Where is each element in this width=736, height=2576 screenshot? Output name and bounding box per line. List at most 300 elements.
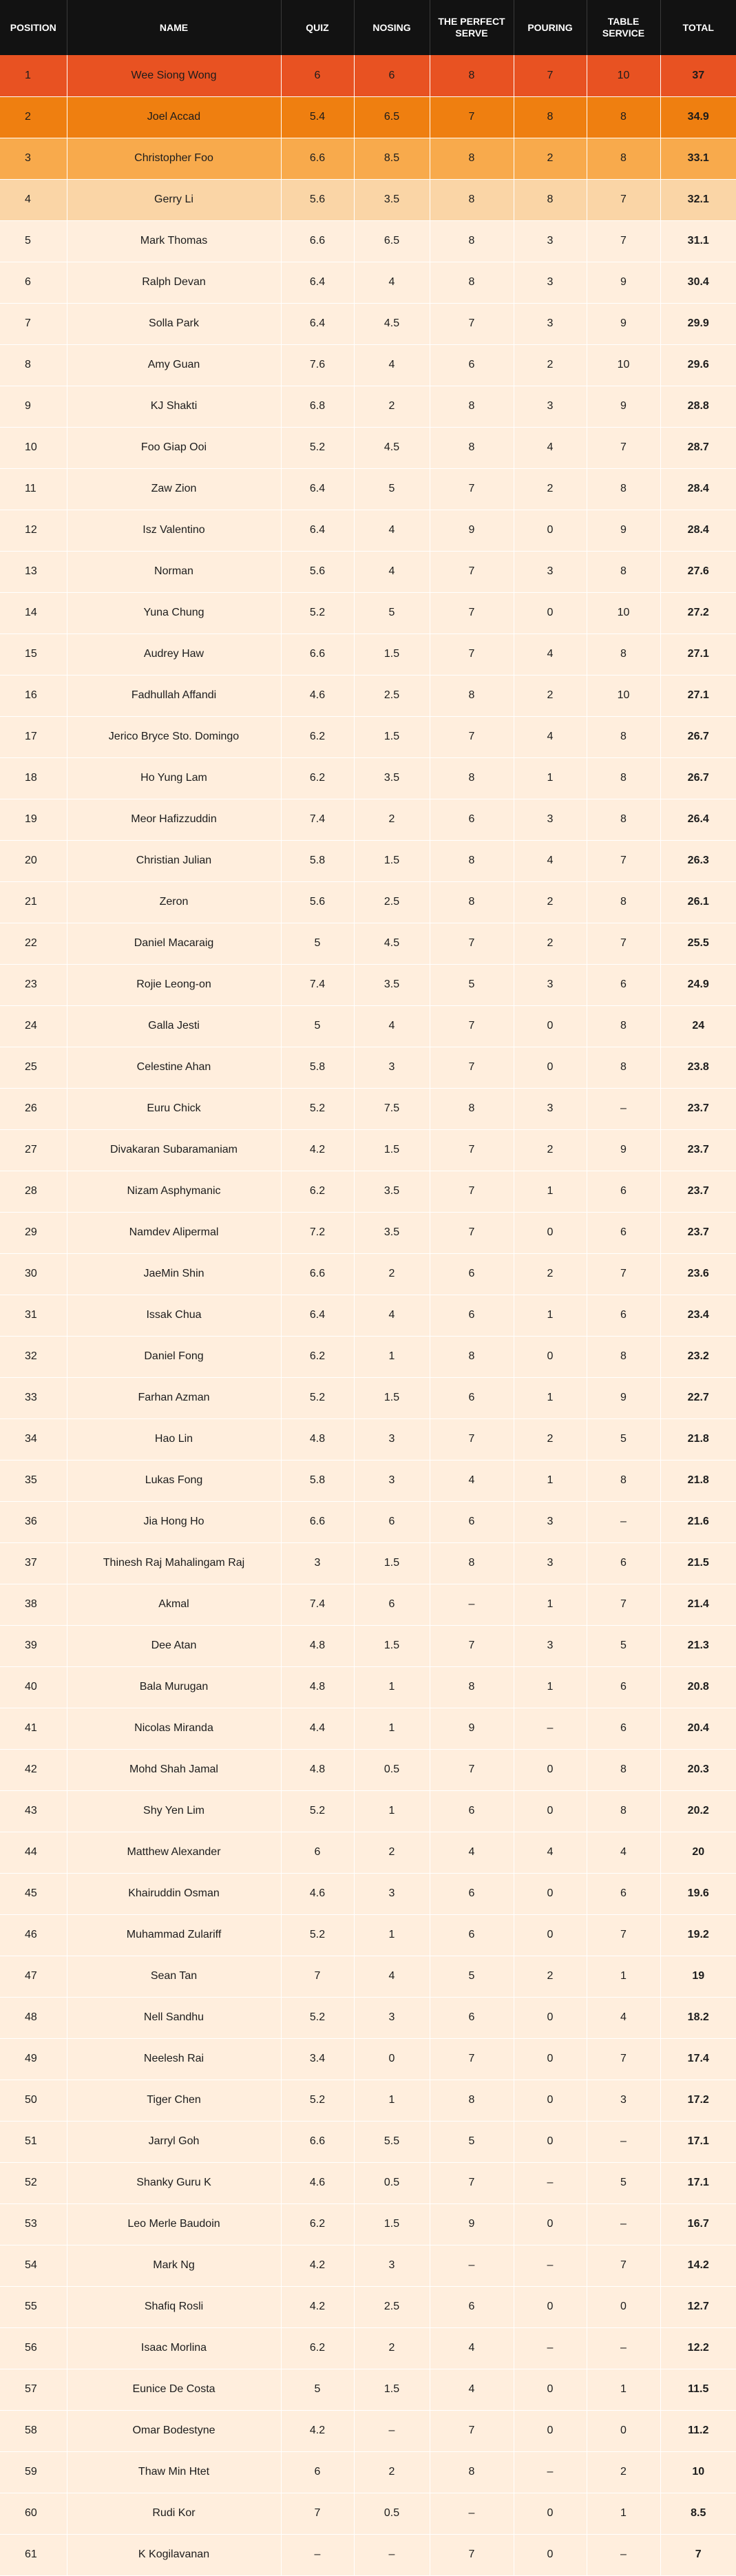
table-service-cell: 1 — [587, 2369, 660, 2410]
header-perfect-serve: THE PERFECT SERVE — [430, 0, 514, 55]
position-cell: 56 — [0, 2327, 67, 2369]
quiz-cell: 5.2 — [281, 592, 354, 633]
nosing-cell: 2.5 — [354, 881, 430, 923]
name-cell: Isaac Morlina — [67, 2327, 281, 2369]
table-service-cell: 8 — [587, 138, 660, 179]
quiz-cell: 5.2 — [281, 1790, 354, 1832]
table-row — [0, 1790, 736, 1832]
perfect-serve-cell: 7 — [430, 1625, 514, 1666]
pouring-cell: 3 — [514, 386, 587, 427]
table-row — [0, 1377, 736, 1418]
table-service-cell: – — [587, 2203, 660, 2245]
quiz-cell: 4.8 — [281, 1418, 354, 1460]
pouring-cell: 3 — [514, 220, 587, 262]
table-body — [0, 55, 736, 2575]
table-row — [0, 1708, 736, 1749]
quiz-cell: 5.2 — [281, 427, 354, 468]
total-cell: 27.2 — [660, 592, 736, 633]
nosing-cell: 2.5 — [354, 2286, 430, 2327]
pouring-cell: 1 — [514, 1460, 587, 1501]
total-cell: 19 — [660, 1956, 736, 1997]
perfect-serve-cell: 7 — [430, 716, 514, 757]
nosing-cell: 1.5 — [354, 2369, 430, 2410]
table-row — [0, 840, 736, 881]
perfect-serve-cell: 9 — [430, 510, 514, 551]
nosing-cell: 3.5 — [354, 1171, 430, 1212]
total-cell: 28.8 — [660, 386, 736, 427]
pouring-cell: 2 — [514, 468, 587, 510]
table-row — [0, 799, 736, 840]
table-service-cell: 7 — [587, 220, 660, 262]
pouring-cell: 0 — [514, 1749, 587, 1790]
table-row — [0, 964, 736, 1005]
header-total: TOTAL — [682, 21, 714, 33]
table-row — [0, 2286, 736, 2327]
total-cell: 31.1 — [660, 220, 736, 262]
table-service-cell: 9 — [587, 510, 660, 551]
perfect-serve-cell: 8 — [430, 55, 514, 96]
pouring-cell: 0 — [514, 2121, 587, 2162]
total-cell: 20 — [660, 1832, 736, 1873]
total-cell: 23.8 — [660, 1047, 736, 1088]
name-cell: Christian Julian — [67, 840, 281, 881]
name-cell: Dee Atan — [67, 1625, 281, 1666]
table-row — [0, 1997, 736, 2038]
perfect-serve-cell: 6 — [430, 344, 514, 386]
quiz-cell: – — [281, 2534, 354, 2575]
nosing-cell: 6 — [354, 1501, 430, 1542]
table-service-cell: 7 — [587, 2245, 660, 2286]
table-service-cell: 7 — [587, 2038, 660, 2080]
perfect-serve-cell: 8 — [430, 262, 514, 303]
table-service-cell: 6 — [587, 1212, 660, 1253]
nosing-cell: 3.5 — [354, 1212, 430, 1253]
quiz-cell: 6 — [281, 2451, 354, 2493]
perfect-serve-cell: 6 — [430, 799, 514, 840]
name-cell: Foo Giap Ooi — [67, 427, 281, 468]
pouring-cell: 4 — [514, 427, 587, 468]
perfect-serve-cell: 7 — [430, 1171, 514, 1212]
total-cell: 12.7 — [660, 2286, 736, 2327]
position-cell: 60 — [0, 2493, 67, 2534]
position-cell: 42 — [0, 1749, 67, 1790]
name-cell: Neelesh Rai — [67, 2038, 281, 2080]
name-cell: Namdev Alipermal — [67, 1212, 281, 1253]
total-cell: 28.4 — [660, 510, 736, 551]
table-service-cell: 10 — [587, 592, 660, 633]
name-cell: Omar Bodestyne — [67, 2410, 281, 2451]
quiz-cell: 6.6 — [281, 633, 354, 675]
position-cell: 57 — [0, 2369, 67, 2410]
position-cell: 27 — [0, 1129, 67, 1171]
name-cell: Nell Sandhu — [67, 1997, 281, 2038]
nosing-cell: 2 — [354, 799, 430, 840]
quiz-cell: 4.2 — [281, 2286, 354, 2327]
quiz-cell: 7 — [281, 2493, 354, 2534]
table-service-cell: 8 — [587, 1460, 660, 1501]
table-row — [0, 633, 736, 675]
quiz-cell: 5.8 — [281, 1460, 354, 1501]
quiz-cell: 5 — [281, 1005, 354, 1047]
total-cell: 19.2 — [660, 1914, 736, 1956]
table-row — [0, 923, 736, 964]
table-row — [0, 1171, 736, 1212]
perfect-serve-cell: 8 — [430, 1088, 514, 1129]
name-cell: Mark Ng — [67, 2245, 281, 2286]
quiz-cell: 6.2 — [281, 2203, 354, 2245]
table-service-cell: 5 — [587, 1625, 660, 1666]
quiz-cell: 7.4 — [281, 799, 354, 840]
name-cell: Jerico Bryce Sto. Domingo — [67, 716, 281, 757]
nosing-cell: 4 — [354, 551, 430, 592]
pouring-cell: 1 — [514, 1295, 587, 1336]
quiz-cell: 5.2 — [281, 1997, 354, 2038]
table-service-cell: 6 — [587, 1708, 660, 1749]
nosing-cell: 8.5 — [354, 138, 430, 179]
perfect-serve-cell: 8 — [430, 1542, 514, 1584]
nosing-cell: 1 — [354, 1666, 430, 1708]
total-cell: 26.4 — [660, 799, 736, 840]
table-service-cell: 9 — [587, 386, 660, 427]
nosing-cell: 1 — [354, 2080, 430, 2121]
perfect-serve-cell: 7 — [430, 1005, 514, 1047]
quiz-cell: 5.8 — [281, 840, 354, 881]
position-cell: 13 — [0, 551, 67, 592]
table-row — [0, 2369, 736, 2410]
perfect-serve-cell: 7 — [430, 551, 514, 592]
quiz-cell: 6.4 — [281, 468, 354, 510]
perfect-serve-cell: 5 — [430, 964, 514, 1005]
pouring-cell: 3 — [514, 1088, 587, 1129]
total-cell: 28.4 — [660, 468, 736, 510]
pouring-cell: 2 — [514, 1418, 587, 1460]
perfect-serve-cell: 8 — [430, 757, 514, 799]
quiz-cell: 7.6 — [281, 344, 354, 386]
pouring-cell: 0 — [514, 1212, 587, 1253]
header-nosing: NOSING — [354, 0, 430, 55]
total-cell: 26.7 — [660, 757, 736, 799]
position-cell: 22 — [0, 923, 67, 964]
total-cell: 28.7 — [660, 427, 736, 468]
position-cell: 8 — [0, 344, 67, 386]
pouring-cell: 0 — [514, 592, 587, 633]
pouring-cell: 2 — [514, 344, 587, 386]
nosing-cell: 4.5 — [354, 923, 430, 964]
header-row — [0, 0, 736, 55]
table-service-cell: 8 — [587, 551, 660, 592]
table-row — [0, 427, 736, 468]
perfect-serve-cell: 6 — [430, 1914, 514, 1956]
pouring-cell: 4 — [514, 633, 587, 675]
table-row — [0, 344, 736, 386]
table-row — [0, 1088, 736, 1129]
pouring-cell: 8 — [514, 96, 587, 138]
position-cell: 23 — [0, 964, 67, 1005]
name-cell: Euru Chick — [67, 1088, 281, 1129]
perfect-serve-cell: 6 — [430, 1873, 514, 1914]
nosing-cell: 1.5 — [354, 1129, 430, 1171]
total-cell: 23.4 — [660, 1295, 736, 1336]
name-cell: Matthew Alexander — [67, 1832, 281, 1873]
table-row — [0, 1956, 736, 1997]
header-name: NAME — [67, 0, 281, 55]
table-service-cell: 1 — [587, 1956, 660, 1997]
pouring-cell: 0 — [514, 2369, 587, 2410]
position-cell: 59 — [0, 2451, 67, 2493]
name-cell: Rudi Kor — [67, 2493, 281, 2534]
total-cell: 23.2 — [660, 1336, 736, 1377]
table-row — [0, 179, 736, 220]
table-service-cell: 6 — [587, 1542, 660, 1584]
position-cell: 41 — [0, 1708, 67, 1749]
quiz-cell: 5.6 — [281, 551, 354, 592]
name-cell: Hao Lin — [67, 1418, 281, 1460]
position-cell: 5 — [0, 220, 67, 262]
quiz-cell: 4.6 — [281, 1873, 354, 1914]
position-cell: 33 — [0, 1377, 67, 1418]
position-cell: 21 — [0, 881, 67, 923]
total-cell: 25.5 — [660, 923, 736, 964]
total-cell: 21.8 — [660, 1418, 736, 1460]
table-service-cell: 9 — [587, 1129, 660, 1171]
position-cell: 16 — [0, 675, 67, 716]
pouring-cell: 0 — [514, 1047, 587, 1088]
table-row — [0, 1336, 736, 1377]
table-service-cell: 5 — [587, 1418, 660, 1460]
name-cell: Divakaran Subaramaniam — [67, 1129, 281, 1171]
table-service-cell: 10 — [587, 344, 660, 386]
pouring-cell: 0 — [514, 510, 587, 551]
table-service-cell: 4 — [587, 1997, 660, 2038]
total-cell: 20.3 — [660, 1749, 736, 1790]
name-cell: Khairuddin Osman — [67, 1873, 281, 1914]
name-cell: Amy Guan — [67, 344, 281, 386]
nosing-cell: 6 — [354, 55, 430, 96]
total-cell: 29.9 — [660, 303, 736, 344]
perfect-serve-cell: 7 — [430, 2410, 514, 2451]
pouring-cell: 1 — [514, 1584, 587, 1625]
nosing-cell: 1.5 — [354, 633, 430, 675]
pouring-cell: 0 — [514, 2534, 587, 2575]
table-row — [0, 551, 736, 592]
position-cell: 3 — [0, 138, 67, 179]
quiz-cell: 6 — [281, 55, 354, 96]
name-cell: Wee Siong Wong — [67, 55, 281, 96]
total-cell: 20.4 — [660, 1708, 736, 1749]
perfect-serve-cell: 8 — [430, 427, 514, 468]
name-cell: Eunice De Costa — [67, 2369, 281, 2410]
perfect-serve-cell: – — [430, 2493, 514, 2534]
position-cell: 43 — [0, 1790, 67, 1832]
table-row — [0, 1295, 736, 1336]
pouring-cell: 3 — [514, 262, 587, 303]
nosing-cell: 3 — [354, 1047, 430, 1088]
table-service-cell: 2 — [587, 2451, 660, 2493]
nosing-cell: 6.5 — [354, 96, 430, 138]
table-row — [0, 675, 736, 716]
table-row — [0, 2080, 736, 2121]
total-cell: 29.6 — [660, 344, 736, 386]
table-row — [0, 1832, 736, 1873]
name-cell: Gerry Li — [67, 179, 281, 220]
table-row — [0, 2410, 736, 2451]
table-service-cell: 7 — [587, 1584, 660, 1625]
table-row — [0, 220, 736, 262]
total-cell: 34.9 — [660, 96, 736, 138]
nosing-cell: 3 — [354, 1460, 430, 1501]
perfect-serve-cell: 5 — [430, 2121, 514, 2162]
perfect-serve-cell: 8 — [430, 179, 514, 220]
nosing-cell: 5 — [354, 468, 430, 510]
position-cell: 31 — [0, 1295, 67, 1336]
nosing-cell: 4 — [354, 344, 430, 386]
pouring-cell: 0 — [514, 1873, 587, 1914]
table-row — [0, 2121, 736, 2162]
pouring-cell: 3 — [514, 303, 587, 344]
quiz-cell: 6.6 — [281, 220, 354, 262]
table-row — [0, 1873, 736, 1914]
perfect-serve-cell: 8 — [430, 675, 514, 716]
position-cell: 34 — [0, 1418, 67, 1460]
nosing-cell: 2 — [354, 1253, 430, 1295]
position-cell: 19 — [0, 799, 67, 840]
position-cell: 30 — [0, 1253, 67, 1295]
position-cell: 49 — [0, 2038, 67, 2080]
pouring-cell: – — [514, 2327, 587, 2369]
table-service-cell: 6 — [587, 964, 660, 1005]
quiz-cell: 6.4 — [281, 303, 354, 344]
table-row — [0, 510, 736, 551]
table-service-cell: 1 — [587, 2493, 660, 2534]
position-cell: 14 — [0, 592, 67, 633]
quiz-cell: 4.6 — [281, 675, 354, 716]
pouring-cell: 0 — [514, 2038, 587, 2080]
total-cell: 23.7 — [660, 1129, 736, 1171]
quiz-cell: 5.6 — [281, 179, 354, 220]
table-service-cell: 8 — [587, 468, 660, 510]
nosing-cell: 3.5 — [354, 179, 430, 220]
position-cell: 25 — [0, 1047, 67, 1088]
pouring-cell: 2 — [514, 923, 587, 964]
nosing-cell: 1 — [354, 1790, 430, 1832]
quiz-cell: 4.4 — [281, 1708, 354, 1749]
perfect-serve-cell: – — [430, 1584, 514, 1625]
pouring-cell: 2 — [514, 138, 587, 179]
name-cell: Muhammad Zulariff — [67, 1914, 281, 1956]
name-cell: Celestine Ahan — [67, 1047, 281, 1088]
position-cell: 47 — [0, 1956, 67, 1997]
quiz-cell: 6.4 — [281, 1295, 354, 1336]
total-cell: 12.2 — [660, 2327, 736, 2369]
table-service-cell: 9 — [587, 262, 660, 303]
header-table-service: TABLE SERVICE — [587, 0, 660, 55]
total-cell: 21.6 — [660, 1501, 736, 1542]
name-cell: Norman — [67, 551, 281, 592]
perfect-serve-cell: 7 — [430, 1749, 514, 1790]
position-cell: 6 — [0, 262, 67, 303]
name-cell: Bala Murugan — [67, 1666, 281, 1708]
perfect-serve-cell: 7 — [430, 2534, 514, 2575]
perfect-serve-cell: 7 — [430, 633, 514, 675]
nosing-cell: 4 — [354, 510, 430, 551]
total-cell: 11.5 — [660, 2369, 736, 2410]
table-row — [0, 138, 736, 179]
quiz-cell: 4.6 — [281, 2162, 354, 2203]
pouring-cell: 2 — [514, 1129, 587, 1171]
total-cell: 24 — [660, 1005, 736, 1047]
nosing-cell: 4 — [354, 1956, 430, 1997]
nosing-cell: – — [354, 2534, 430, 2575]
nosing-cell: 3 — [354, 1997, 430, 2038]
pouring-cell: 0 — [514, 1336, 587, 1377]
total-cell: 10 — [660, 2451, 736, 2493]
quiz-cell: 6.4 — [281, 262, 354, 303]
nosing-cell: 5.5 — [354, 2121, 430, 2162]
pouring-cell: – — [514, 2162, 587, 2203]
total-cell: 26.1 — [660, 881, 736, 923]
name-cell: K Kogilavanan — [67, 2534, 281, 2575]
table-service-cell: – — [587, 2327, 660, 2369]
pouring-cell: – — [514, 2451, 587, 2493]
total-cell: 7 — [660, 2534, 736, 2575]
table-service-cell: 7 — [587, 1253, 660, 1295]
table-row — [0, 2493, 736, 2534]
nosing-cell: 1.5 — [354, 840, 430, 881]
table-service-cell: 8 — [587, 799, 660, 840]
table-service-cell: 8 — [587, 96, 660, 138]
perfect-serve-cell: 8 — [430, 138, 514, 179]
name-cell: Leo Merle Baudoin — [67, 2203, 281, 2245]
quiz-cell: 3.4 — [281, 2038, 354, 2080]
nosing-cell: 6.5 — [354, 220, 430, 262]
table-row — [0, 1418, 736, 1460]
perfect-serve-cell: 9 — [430, 2203, 514, 2245]
name-cell: Mark Thomas — [67, 220, 281, 262]
quiz-cell: 5.2 — [281, 1914, 354, 1956]
total-cell: 18.2 — [660, 1997, 736, 2038]
table-service-cell: 10 — [587, 55, 660, 96]
position-cell: 48 — [0, 1997, 67, 2038]
name-cell: Daniel Macaraig — [67, 923, 281, 964]
pouring-cell: 7 — [514, 55, 587, 96]
pouring-cell: 0 — [514, 2080, 587, 2121]
quiz-cell: 4.2 — [281, 2410, 354, 2451]
position-cell: 40 — [0, 1666, 67, 1708]
perfect-serve-cell: 4 — [430, 1832, 514, 1873]
table-row — [0, 1542, 736, 1584]
table-row — [0, 55, 736, 96]
table-row — [0, 757, 736, 799]
position-cell: 12 — [0, 510, 67, 551]
position-cell: 29 — [0, 1212, 67, 1253]
nosing-cell: 2 — [354, 2327, 430, 2369]
name-cell: Thaw Min Htet — [67, 2451, 281, 2493]
total-cell: 23.7 — [660, 1171, 736, 1212]
table-service-cell: – — [587, 2534, 660, 2575]
total-cell: 30.4 — [660, 262, 736, 303]
name-cell: Fadhullah Affandi — [67, 675, 281, 716]
position-cell: 10 — [0, 427, 67, 468]
nosing-cell: 1 — [354, 1914, 430, 1956]
header-pouring: POURING — [514, 0, 587, 55]
total-cell: 21.8 — [660, 1460, 736, 1501]
table-service-cell: 0 — [587, 2410, 660, 2451]
name-cell: Ho Yung Lam — [67, 757, 281, 799]
quiz-cell: 4.8 — [281, 1625, 354, 1666]
nosing-cell: 5 — [354, 592, 430, 633]
pouring-cell: 4 — [514, 840, 587, 881]
nosing-cell: 4.5 — [354, 427, 430, 468]
